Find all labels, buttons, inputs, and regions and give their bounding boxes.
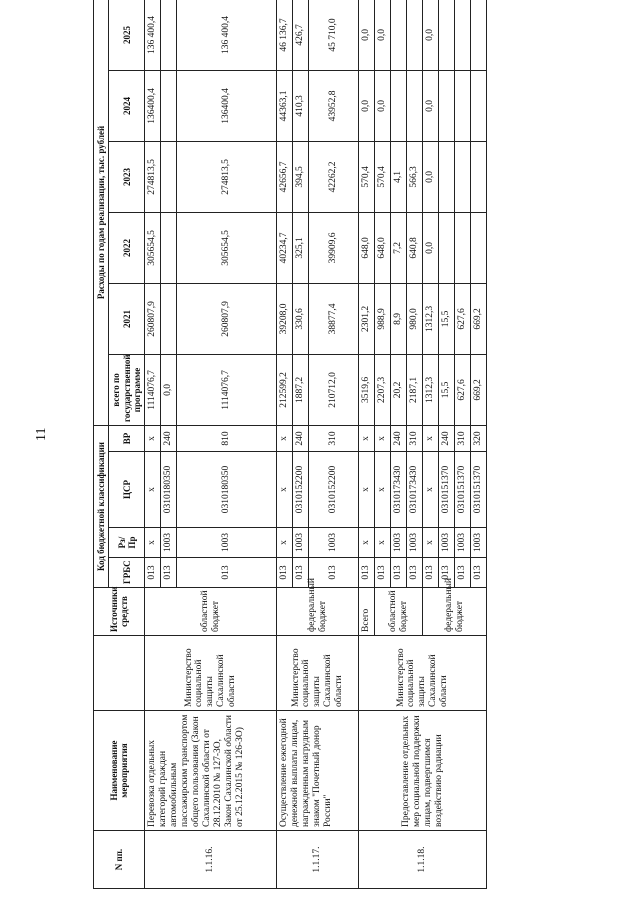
cell: 669,2	[471, 354, 487, 425]
cell: 136 400,4	[177, 0, 277, 70]
cell: х	[375, 528, 391, 558]
cell: 2187,1	[407, 354, 423, 425]
cell: 013	[359, 558, 375, 588]
row-name: Предоставление отдельных мер социальной поддержки лицам, подвергшимся воздействию радиации	[359, 711, 487, 831]
row-name: Перевозка отдельных категорий граждан автомобильным пассажирским транспортом общего пользования (Закон Сахалинской области от 28.12.2010 № 127-ЗО, Закон Сахалинской области от 25.12.2015 № 126-ЗО)	[145, 711, 277, 831]
cell: 1003	[161, 528, 177, 558]
cell: 0310173430	[391, 452, 407, 528]
cell: 570,4	[375, 141, 391, 212]
cell: 570,4	[359, 141, 375, 212]
cell: 15,5	[439, 354, 455, 425]
cell	[161, 212, 177, 283]
cell	[439, 0, 455, 70]
row-source: областной бюджет	[375, 588, 423, 636]
cell: х	[145, 528, 161, 558]
cell: 305654,5	[145, 212, 161, 283]
cell: 013	[277, 558, 293, 588]
row-executor: Министерство социальной защиты Сахалинской области	[277, 636, 359, 711]
cell	[471, 212, 487, 283]
cell: 0,0	[423, 70, 439, 141]
cell: 310	[309, 425, 359, 451]
cell: 45 710,0	[309, 0, 359, 70]
cell: 240	[439, 425, 455, 451]
cell: 1312,3	[423, 354, 439, 425]
cell: 640,8	[407, 212, 423, 283]
cell: 4,1	[391, 141, 407, 212]
cell: 0,0	[359, 70, 375, 141]
header-row-1	[94, 0, 109, 889]
cell: х	[277, 452, 293, 528]
cell: 274813,5	[145, 141, 161, 212]
cell	[161, 141, 177, 212]
col-2024: 2024	[109, 70, 145, 141]
cell: 1003	[471, 528, 487, 558]
cell: 20,2	[391, 354, 407, 425]
cell	[455, 70, 471, 141]
cell: 325,1	[293, 212, 309, 283]
col-vr: ВР	[109, 425, 145, 451]
cell: х	[145, 425, 161, 451]
page-number-text: 11	[34, 427, 49, 441]
cell: 013	[439, 558, 455, 588]
cell: 013	[161, 558, 177, 588]
row-executor: Министерство социальной защиты Сахалинской области	[359, 636, 487, 711]
cell: 394,5	[293, 141, 309, 212]
cell: 0,0	[423, 141, 439, 212]
cell: 210712,0	[309, 354, 359, 425]
table-row	[359, 0, 375, 889]
cell: 810	[177, 425, 277, 451]
cell: 38877,4	[309, 283, 359, 354]
cell: 310	[407, 425, 423, 451]
cell	[407, 70, 423, 141]
cell	[471, 141, 487, 212]
cell: 42656,7	[277, 141, 293, 212]
row-source: федеральный бюджет	[277, 588, 359, 636]
cell: 0310151370	[455, 452, 471, 528]
cell	[391, 70, 407, 141]
cell: 013	[309, 558, 359, 588]
cell: 648,0	[359, 212, 375, 283]
cell: 240	[293, 425, 309, 451]
cell: 0,0	[423, 212, 439, 283]
cell: 988,9	[375, 283, 391, 354]
cell: 013	[455, 558, 471, 588]
cell	[455, 212, 471, 283]
cell: х	[359, 425, 375, 451]
cell	[391, 0, 407, 70]
cell: х	[359, 452, 375, 528]
cell: 42262,2	[309, 141, 359, 212]
cell: х	[423, 528, 439, 558]
cell: 43952,8	[309, 70, 359, 141]
cell: х	[277, 528, 293, 558]
cell: 0,0	[423, 0, 439, 70]
cell	[455, 0, 471, 70]
cell: х	[359, 528, 375, 558]
cell: 0310151370	[439, 452, 455, 528]
cell: 136400,4	[177, 70, 277, 141]
col-2022: 2022	[109, 212, 145, 283]
cell: 980,0	[407, 283, 423, 354]
cell: 1887,2	[293, 354, 309, 425]
cell: 260807,9	[145, 283, 161, 354]
cell: 136400,4	[145, 70, 161, 141]
cell: 2301,2	[359, 283, 375, 354]
cell: 648,0	[375, 212, 391, 283]
row-source: Всего	[359, 588, 375, 636]
cell	[439, 212, 455, 283]
cell: 013	[423, 558, 439, 588]
cell: 566,3	[407, 141, 423, 212]
row-executor: Министерство социальной защиты Сахалинской области	[145, 636, 277, 711]
table-row	[277, 0, 293, 889]
cell	[439, 141, 455, 212]
cell: 40234,7	[277, 212, 293, 283]
row-number: 1.1.18.	[359, 831, 487, 889]
cell	[471, 70, 487, 141]
col-expenses: Расходы по годам реализации, тыс. рублей	[94, 0, 109, 425]
cell: 1003	[177, 528, 277, 558]
cell: х	[423, 425, 439, 451]
cell: 39208,0	[277, 283, 293, 354]
cell: 1312,3	[423, 283, 439, 354]
row-number: 1.1.16.	[145, 831, 277, 889]
cell: 013	[145, 558, 161, 588]
cell: 240	[161, 425, 177, 451]
cell: 46 136,7	[277, 0, 293, 70]
col-source: Источники средств	[94, 588, 145, 636]
cell: 013	[391, 558, 407, 588]
col-total: всего по государственной программе	[109, 354, 145, 425]
cell: 1003	[309, 528, 359, 558]
cell	[161, 283, 177, 354]
cell: 013	[177, 558, 277, 588]
cell: 0310180350	[161, 452, 177, 528]
cell	[455, 141, 471, 212]
row-number: 1.1.17.	[277, 831, 359, 889]
cell: 013	[407, 558, 423, 588]
row-name: Осуществление ежегодной денежной выплаты лицам, награжденным нагрудным знаком "Почетный донор России"	[277, 711, 359, 831]
cell: 7,2	[391, 212, 407, 283]
cell	[439, 70, 455, 141]
col-csr: ЦСР	[109, 452, 145, 528]
cell	[161, 70, 177, 141]
cell: 013	[471, 558, 487, 588]
cell: 1003	[439, 528, 455, 558]
cell: 669,2	[471, 283, 487, 354]
col-budget-code: Код бюджетной классификации	[94, 425, 109, 587]
cell: 240	[391, 425, 407, 451]
cell: х	[277, 425, 293, 451]
cell: 426,7	[293, 0, 309, 70]
cell: х	[375, 452, 391, 528]
cell: 15,5	[439, 283, 455, 354]
col-2025: 2025	[109, 0, 145, 70]
cell: 330,6	[293, 283, 309, 354]
cell	[161, 0, 177, 70]
cell: 305654,5	[177, 212, 277, 283]
cell: 1003	[293, 528, 309, 558]
cell: 0310152200	[309, 452, 359, 528]
cell: 0310151370	[471, 452, 487, 528]
cell: 013	[375, 558, 391, 588]
cell: 627,6	[455, 354, 471, 425]
cell: 44363,1	[277, 70, 293, 141]
col-grbs: ГРБС	[109, 558, 145, 588]
cell: 0310173430	[407, 452, 423, 528]
cell: 39909,6	[309, 212, 359, 283]
budget-table	[93, 0, 487, 889]
cell: 1003	[407, 528, 423, 558]
cell: 2207,3	[375, 354, 391, 425]
cell	[471, 0, 487, 70]
cell: 1003	[455, 528, 471, 558]
table-row	[145, 0, 161, 889]
cell: 0310152200	[293, 452, 309, 528]
cell: 3519,6	[359, 354, 375, 425]
cell	[407, 0, 423, 70]
cell: 274813,5	[177, 141, 277, 212]
cell: 013	[293, 558, 309, 588]
row-source: областной бюджет	[145, 588, 277, 636]
cell: 136 400,4	[145, 0, 161, 70]
cell: х	[145, 452, 161, 528]
cell: 0,0	[161, 354, 177, 425]
row-source: федеральный бюджет	[423, 588, 487, 636]
rotated-table-page	[93, 15, 543, 889]
col-name: Наименование мероприятия	[94, 711, 145, 831]
cell: 0310180350	[177, 452, 277, 528]
col-2023: 2023	[109, 141, 145, 212]
cell: 260807,9	[177, 283, 277, 354]
cell: 0,0	[375, 0, 391, 70]
cell: х	[423, 452, 439, 528]
cell: х	[375, 425, 391, 451]
cell: 0,0	[359, 0, 375, 70]
col-rzpr: Рз/ Пр	[109, 528, 145, 558]
cell: 320	[471, 425, 487, 451]
cell: 310	[455, 425, 471, 451]
cell: 1114076,7	[145, 354, 161, 425]
cell: 8,9	[391, 283, 407, 354]
cell: 0,0	[375, 70, 391, 141]
cell: 1003	[391, 528, 407, 558]
cell: 212599,2	[277, 354, 293, 425]
col-2021: 2021	[109, 283, 145, 354]
cell: 410,3	[293, 70, 309, 141]
col-executor	[94, 636, 145, 711]
col-num: N пп.	[94, 831, 145, 889]
cell: 627,6	[455, 283, 471, 354]
cell: 1114076,7	[177, 354, 277, 425]
